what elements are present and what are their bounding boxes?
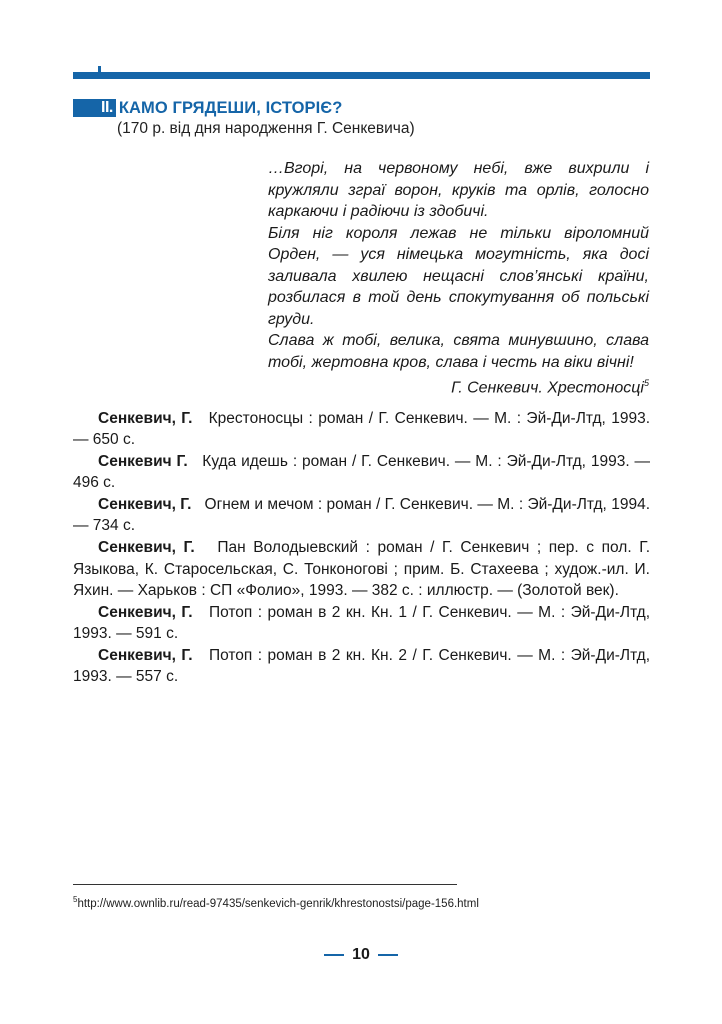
footnote-mark: 5 (73, 895, 78, 904)
entry-text: Крестоносцы : роман / Г. Сенкевич. — М. : Эй-Ди-Лтд, 1993. — 650 с. (73, 410, 651, 449)
bibliography-entry (73, 537, 650, 601)
epigraph-paragraph: …Вгорі, на червоному небі, вже вихрили і кружляли зграї ворон, круків та орлів, голосно каркаючи і радіючи із здобичі. (268, 160, 649, 220)
entry-author: Сенкевич, Г. (98, 410, 193, 427)
entry-author: Сенкевич, Г. (98, 539, 195, 557)
footnote-link[interactable]: http://www.ownlib.ru/read-97435/senkevich-genrik/khrestonostsi/page-156.html (77, 897, 479, 910)
epigraph (268, 158, 649, 399)
entry-text: Пан Володыевский : роман / Г. Сенкевич ; пер. с пол. Г. Языкова, К. Старосельская, С. Тонконогові ; прим. Б. Стахеева ; худож.-ил. И. Яхин. — Харьков : СП «Фолио», 1993. — 382 с. : иллюстр. — (Золотой век). (73, 539, 650, 599)
entry-author: Сенкевич Г. (98, 453, 188, 471)
header-rule-notch (98, 66, 101, 73)
section-number: II. (101, 99, 116, 117)
page-number-rule-left (324, 954, 344, 956)
entry-text: Потоп : роман в 2 кн. Кн. 2 / Г. Сенкевич. — М. : Эй-Ди-Лтд, 1993. — 557 с. (73, 646, 650, 686)
page-number-block (300, 946, 422, 964)
epigraph-paragraph: Біля ніг короля лежав не тільки віроломний Орден, — уся німецька могутність, яка досі заливала хвилею нещасні слов’янські країни, розбилася в той день спокутування об польські груди. (268, 224, 649, 328)
bibliography-entry (73, 408, 650, 451)
bibliography-entry (73, 451, 650, 494)
bibliography-list (73, 408, 650, 688)
footnote-divider (73, 884, 457, 885)
bibliography-entry (73, 645, 650, 688)
entry-author: Сенкевич, Г. (98, 603, 193, 621)
bibliography-entry (73, 494, 650, 537)
entry-author: Сенкевич, Г. (98, 646, 193, 664)
epigraph-paragraph: Слава ж тобі, велика, свята минувшино, слава тобі, жертовна кров, слава і честь на віки вічні! (268, 332, 649, 371)
header-rule (73, 72, 650, 79)
footnote (73, 895, 479, 910)
footnote-reference[interactable]: 5 (643, 378, 649, 388)
section-marker-block (73, 99, 101, 117)
entry-text: Огнем и мечом : роман / Г. Сенкевич. — М. : Эй-Ди-Лтд, 1994. — 734 с. (73, 496, 651, 535)
bibliography-entry (73, 602, 650, 645)
entry-author: Сенкевич, Г. (98, 496, 192, 514)
epigraph-source-text: Г. Сенкевич. Хрестоносці (451, 379, 644, 397)
entry-text: Потоп : роман в 2 кн. Кн. 1 / Г. Сенкевич. — М. : Эй-Ди-Лтд, 1993. — 591 с. (73, 603, 650, 642)
section-title: КАМО ГРЯДЕШИ, ІСТОРІЄ? (118, 98, 343, 117)
page-number-rule-right (378, 954, 398, 956)
page-number: 10 (352, 946, 370, 963)
section-subtitle: (170 р. від дня народження Г. Сенкевича) (117, 120, 415, 137)
section-heading (73, 97, 342, 119)
epigraph-source (268, 373, 649, 399)
entry-text: Куда идешь : роман / Г. Сенкевич. — М. : Эй-Ди-Лтд, 1993. —496 с. (73, 453, 651, 492)
